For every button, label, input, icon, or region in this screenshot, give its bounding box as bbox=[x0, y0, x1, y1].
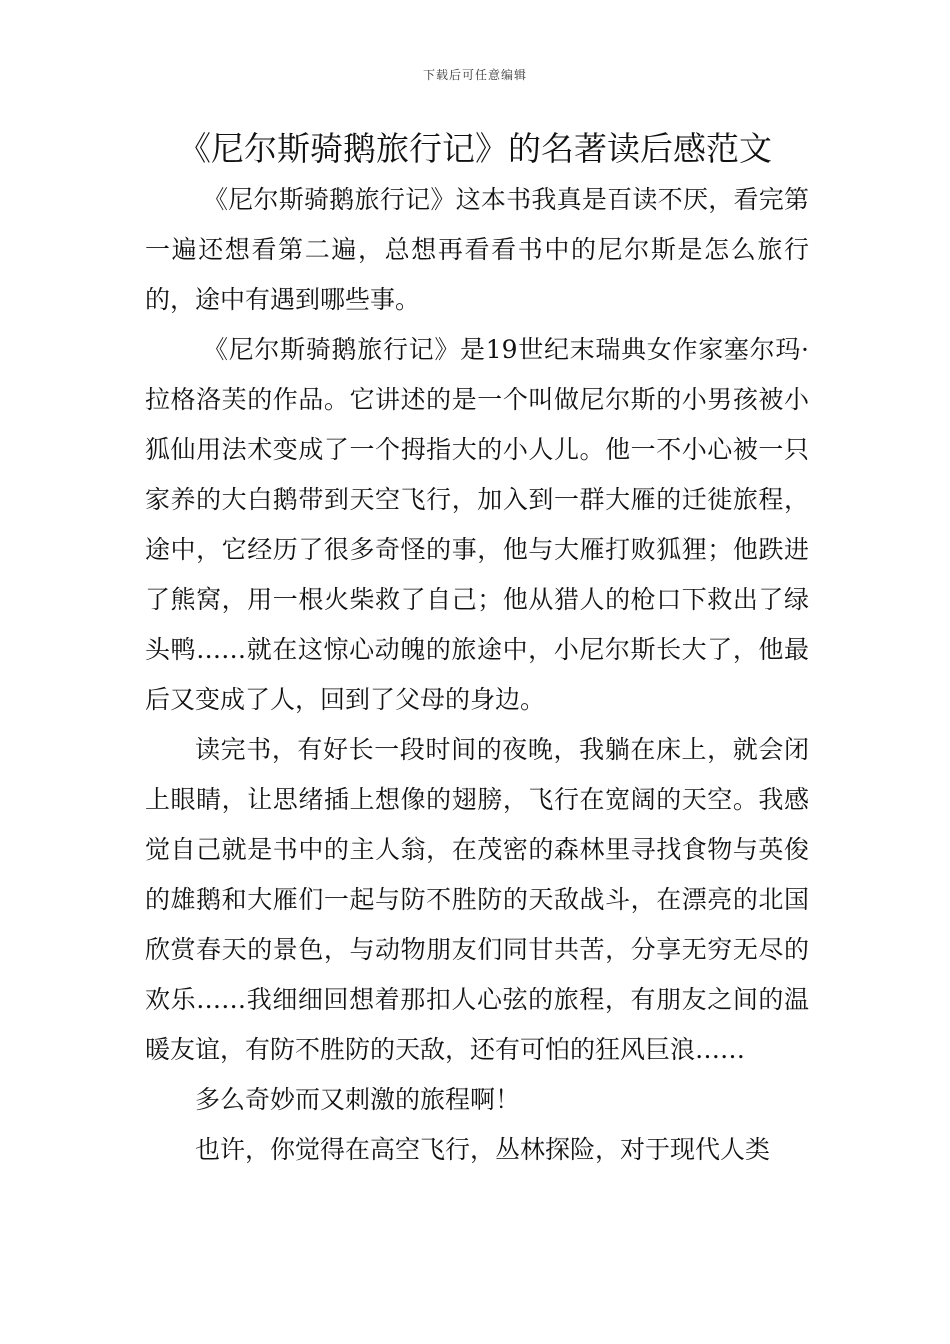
document-title: 《尼尔斯骑鹅旅行记》的名著读后感范文 bbox=[178, 129, 772, 168]
header-note: 下载后可任意编辑 bbox=[422, 68, 527, 82]
paragraph-4: 多么奇妙而又刺激的旅程啊！ bbox=[195, 1085, 521, 1114]
paragraph-3: 读完书，有好长一段时间的夜晚，我躺在床上，就会闭上眼睛，让思绪插上想像的翅膀，飞行在宽阔的天空。我感觉自己就是书中的主人翁，在茂密的森林里寻找食物与英俊的雄鹅和大雁们一起与防不胜防的天敌战斗，在漂亮的北国欣赏春天的景色，与动物朋友们同甘共苦，分享无穷无尽的欢乐……我细细回想着那扣人心弦的旅程，有朋友之间的温暖友谊，有防不胜防的天敌，还有可怕的狂风巨浪…… bbox=[145, 735, 809, 1064]
paragraph-2: 《尼尔斯骑鹅旅行记》是19世纪末瑞典女作家塞尔玛·拉格洛芙的作品。它讲述的是一个叫做尼尔斯的小男孩被小狐仙用法术变成了一个拇指大的小人儿。他一不小心被一只家养的大白鹅带到天空飞行，加入到一群大雁的迁徙旅程，途中，它经历了很多奇怪的事，他与大雁打败狐狸；他跌进了熊窝，用一根火柴救了自己；他从猎人的枪口下救出了绿头鸭……就在这惊心动魄的旅途中，小尼尔斯长大了，他最后又变成了人，回到了父母的身边。 bbox=[145, 335, 809, 714]
document-body bbox=[145, 175, 809, 1175]
paragraph-5: 也许，你觉得在高空飞行，丛林探险，对于现代人类 bbox=[195, 1135, 771, 1164]
paragraph-1: 《尼尔斯骑鹅旅行记》这本书我真是百读不厌，看完第一遍还想看第二遍，总想再看看书中的尼尔斯是怎么旅行的，途中有遇到哪些事。 bbox=[145, 185, 809, 314]
